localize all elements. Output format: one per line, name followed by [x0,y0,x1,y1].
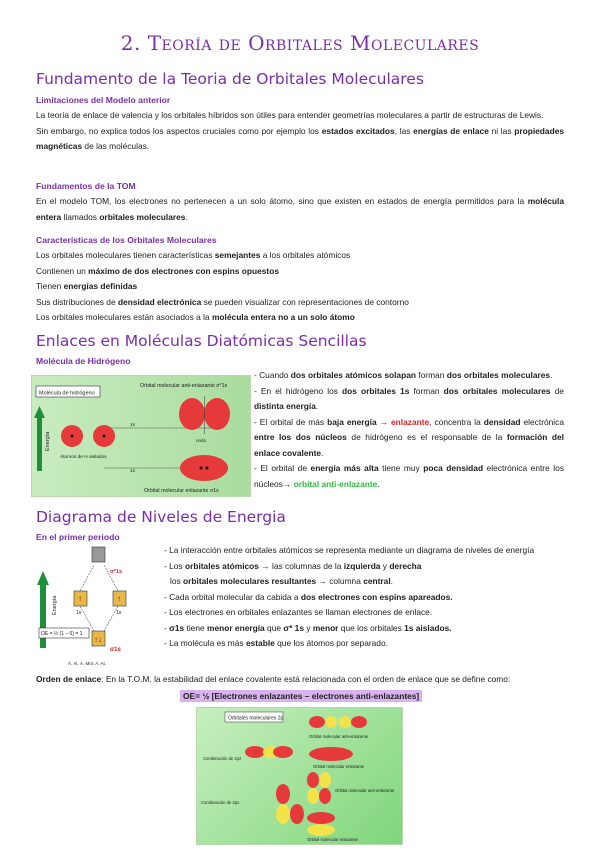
text: izquierda [343,560,381,571]
lobe [307,772,319,788]
orbital-label: Orbital molecular anti-enlazante [309,734,369,739]
lobe [245,746,265,758]
list-item [36,310,564,326]
text: orbitales moleculares [99,211,186,222]
bullet-continuation [164,574,564,590]
text: dos orbitales moleculares [446,370,551,380]
orbital-label: Orbital molecular anti-enlazante [335,788,395,793]
node-label: nodo [196,438,207,443]
antibonding-lobe [179,398,205,430]
text: que [264,622,284,633]
antibonding-lobe [204,398,230,430]
list-item [36,295,564,311]
text: estados excitados [321,125,395,136]
text: energías definidas [63,281,138,291]
text: a los orbitales atómicos [260,250,351,260]
bond-order-formula [180,690,422,702]
text: enlazante [391,416,430,427]
connector [104,606,118,631]
text: dos electrones con espins apareados. [300,591,453,602]
figure-title: Orbitales moleculares 2p [228,715,284,722]
text: dos orbitales 1s [342,385,410,396]
text: orbital anti-enlazante [293,478,378,489]
bullet [164,621,564,637]
text: tiene muy [378,463,424,473]
text: menor [312,622,339,633]
text: La teoría de enlace de valencia y los orbitales híbridos son útiles para entender geometrías moleculares a partir de estructuras de Lewis. [36,110,544,120]
text: los [170,576,184,586]
text: , concentra la [429,416,484,427]
text: , las [394,125,414,136]
subheading-primer-periodo: En el primer periodo [36,532,120,542]
bonding-label: Orbital molecular enlazante σ1s [144,488,219,494]
energy-label: Energía [52,595,58,615]
text: molécula entera [36,196,564,222]
paired-arrows-icon: ↑↓ [94,635,102,644]
connector [80,565,94,591]
bullet [254,368,564,384]
energy-arrow-head [34,406,45,418]
list-item [36,248,564,264]
text: σ1s [169,622,185,633]
text: energía más alta [310,463,379,473]
lobe [276,804,290,824]
bonding-orbital [180,455,228,481]
list-item [36,279,564,295]
text: entre los dos núcleos [254,432,347,442]
lobe [307,788,319,804]
text: - La molécula es más [164,638,246,648]
text: estable [245,638,275,648]
text: . [315,401,319,411]
orbital-label: Orbital molecular enlazante [307,837,358,842]
lobe [319,772,331,788]
up-arrow-icon: ↑ [78,594,82,603]
bullet [164,590,564,606]
text: → columna [316,576,364,586]
antibonding-label: Orbital molecular anti-enlazante σ*1s [140,383,228,389]
text: propiedades magnéticas [36,125,565,151]
paragraph-fundamentos-tom [36,194,564,225]
text: electrónica [520,416,564,427]
bond-order-paragraph [36,672,564,688]
bullet [164,605,564,621]
text: - El orbital de más [254,416,328,427]
text: - En el hidrógeno los [254,385,343,396]
lobe [339,716,351,728]
text: molécula entera no a un solo átomo [211,312,355,322]
bond-order-label: OE = ½ (1 – 0) = 1 [41,631,83,637]
subheading-fundamentos-tom: Fundamentos de la TOM [36,181,136,191]
lobe [273,746,293,758]
text: : En la T.O.M. la estabilidad del enlace covalente está relacionada con el orden de enlace que se define como: [101,674,511,684]
text: - La interacción entre orbitales atómicos se representa mediante un diagrama de niveles de energía [164,545,535,555]
antibonding-label: σ*1s [110,569,123,575]
page-title: 2. Teoría de Orbitales Moleculares [120,31,480,55]
text: menor energía [207,622,265,633]
up-arrow-icon: ↑ [117,594,121,603]
text: → [376,416,391,427]
text: . [550,370,553,380]
text: máximo de dos electrones con espins opuestos [88,265,279,276]
text: que los átomos por separado. [274,638,388,648]
electron [71,435,74,438]
lobe [351,716,367,728]
text: densidad electrónica [117,296,202,307]
orbital-2p-figure [196,707,403,845]
connector [80,606,94,631]
text: electrónica entre los núcleos→ [254,463,565,489]
section-heading-diagrama: Diagrama de Niveles de Energia [36,508,286,526]
text: que los orbitales [338,622,405,633]
text: forman [409,385,444,396]
energy-label: Energía [45,431,51,451]
text: se pueden visualizar con representaciones de contorno [201,296,409,307]
text: . [390,576,393,586]
text: . [377,478,380,489]
figure-label: Molécula de hidrógeno [39,390,95,397]
bullet [254,384,564,415]
text: - El orbital de [254,463,311,473]
lobe [319,788,331,804]
text: distinta energía [254,401,316,411]
text: Los orbitales moleculares están asociados a la [36,312,212,322]
orbital-label: 1s [130,423,136,428]
text: central [363,576,391,586]
column-labels: Á. At. Á. Mol. Á. At. [68,661,107,666]
hydrogen-explanation [254,368,564,492]
energy-level-figure [36,543,160,670]
lobe [307,812,335,824]
orbital-label: Orbital molecular enlazante [313,764,364,769]
text: - Cuando [254,370,291,380]
bullet [254,461,564,492]
text: Contienen un [36,265,89,276]
bullet [164,636,564,652]
lobe [290,804,304,824]
text: σ* 1s [283,622,304,633]
text: - [164,622,170,633]
text: En el modelo TOM, los electrones no pertenecen a un solo átomo, sino que existen en estados de energía permitidos para la [36,196,528,206]
section-heading-fundamento: Fundamento de la Teoria de Orbitales Moleculares [36,70,424,88]
text: - Los [164,560,185,571]
text: densidad [483,416,521,427]
text: de las moléculas. [82,141,150,151]
text: forman [415,370,447,380]
electron [206,467,209,470]
text: formación del enlace covalente [254,432,564,458]
text: Tienen [36,281,64,291]
text: dos orbitales atómicos solapan [290,370,416,380]
text: de [550,385,564,396]
text: orbitales moleculares resultantes [183,576,317,586]
paragraph-limitaciones [36,108,564,155]
text: Sus distribuciones de [36,296,118,307]
text: y [304,622,313,633]
text: energías de enlace [413,125,489,136]
section-heading-enlaces: Enlaces en Moléculas Diatómicas Sencillas [36,332,367,350]
orbital-label: 1s [76,610,82,616]
text: . [321,447,324,458]
subheading-limitaciones: Limitaciones del Modelo anterior [36,95,171,105]
text: semejantes [214,250,261,260]
subheading-caracteristicas: Características de los Orbitales Moleculares [36,235,217,245]
subheading-hidrogeno: Molécula de Hidrógeno [36,356,131,366]
text: orbitales atómicos [184,560,259,571]
lobe [307,824,335,836]
text: poca densidad [423,463,484,473]
electron [200,467,203,470]
lobe [276,784,290,804]
lobe [309,747,353,761]
energy-diagram-explanation [164,543,564,652]
text: baja energía [327,416,377,427]
formula-text: OE= ½ [Electrones enlazantes – electrones anti-enlazantes] [180,690,422,702]
text: ni las [488,125,515,136]
antibonding-box [92,547,105,562]
text: llamados [61,211,100,222]
bonding-label: σ1s [110,647,121,653]
orbital-2p-diagram [197,708,402,844]
energy-arrow-head [37,571,49,585]
text: - Los electrones en orbitales enlazantes se llaman electrones de enlace. [164,607,433,617]
text: derecha [389,560,422,571]
text: - Cada orbital molecular da cabida a [164,591,301,602]
energy-level-diagram [36,543,160,670]
bullet [164,543,564,559]
text: dos orbitales moleculares [443,385,551,396]
bullet [254,415,564,462]
text: y [380,560,390,571]
lobe [325,716,337,728]
hydrogen-orbital-diagram [32,376,250,496]
atoms-label: Átomos de H aislados [60,455,107,460]
bullet [164,559,564,575]
lobe [309,716,325,728]
hydrogen-orbital-figure [31,375,251,497]
text: Orden de enlace [36,674,102,684]
text: tiene [184,622,207,633]
list-item [36,264,564,280]
orbital-label: 1s [116,610,122,616]
text: 1s aislados. [404,622,452,633]
list-caracteristicas [36,248,564,326]
text: de hidrógeno es el responsable de la [346,432,507,442]
text: → las columnas de la [258,560,344,571]
combination-label: Combinación de 2pz [203,756,242,761]
electron [103,435,106,438]
text: Los orbitales moleculares tienen características [36,250,215,260]
energy-arrow [37,416,42,471]
combination-label: Combinación de 2px [201,800,240,805]
orbital-label: 1s [130,469,136,474]
text: Sin embargo, no explica todos los aspectos cruciales como por ejemplo los [36,125,322,136]
text: . [185,211,188,222]
